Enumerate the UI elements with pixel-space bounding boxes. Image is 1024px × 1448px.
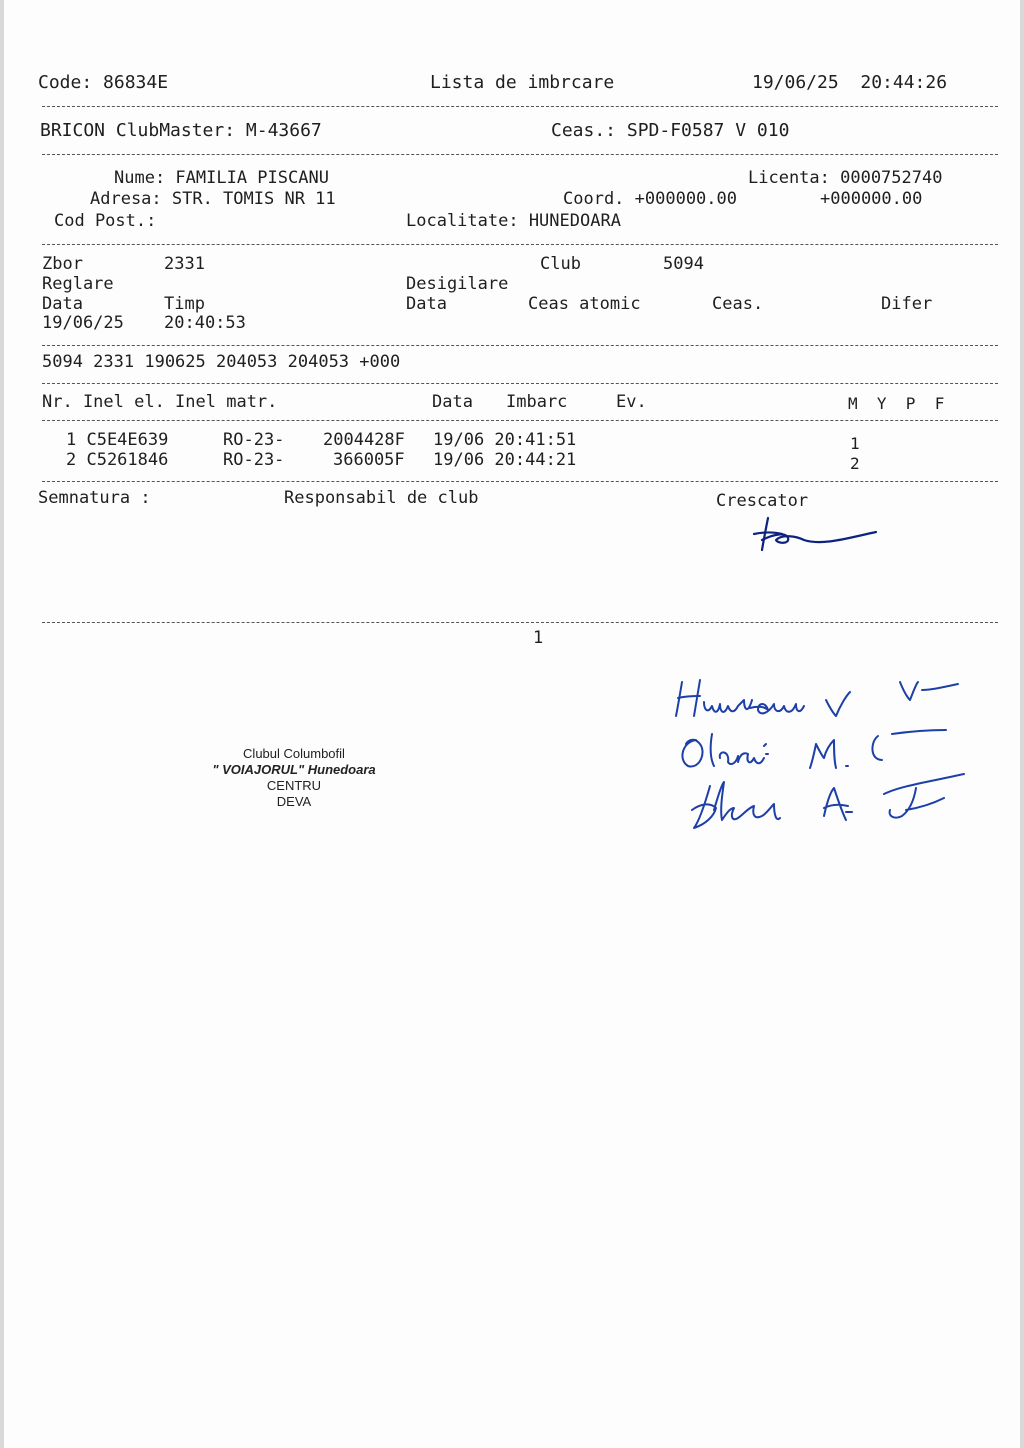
table-header-mypf: M Y P F bbox=[848, 394, 945, 413]
m-value: 2 bbox=[850, 454, 860, 473]
setting-time: 20:40:53 bbox=[164, 313, 246, 333]
club-manager-label: Responsabil de club bbox=[284, 488, 479, 508]
atomic-clock-label: Ceas atomic bbox=[528, 294, 641, 314]
table-header-date: Data bbox=[432, 392, 473, 412]
setting-date: 19/06/25 bbox=[42, 313, 124, 333]
stamp-line: " VOIAJORUL" Hunedoara bbox=[212, 762, 376, 777]
unsealing-date-label: Data bbox=[406, 294, 447, 314]
ring-electronic: 2 C5261846 bbox=[66, 450, 169, 470]
club-stamp bbox=[174, 746, 414, 810]
divider bbox=[42, 383, 998, 384]
handwriting-stroke bbox=[676, 680, 700, 716]
signature-label: Semnatura : bbox=[38, 488, 151, 508]
stamp-line: DEVA bbox=[276, 794, 312, 809]
witness-signatures bbox=[670, 670, 980, 840]
difference-label: Difer bbox=[881, 294, 933, 314]
club-label: Club bbox=[540, 254, 581, 274]
postal-code: Cod Post.: bbox=[54, 211, 157, 231]
basketing-time: 19/06 20:41:51 bbox=[433, 430, 577, 450]
basketing-time: 19/06 20:44:21 bbox=[433, 450, 577, 470]
fancier-name: Nume: FAMILIA PISCANU bbox=[114, 168, 329, 188]
table-header-basketing: Imbarc bbox=[506, 392, 568, 412]
clubmaster-id: BRICON ClubMaster: M-43667 bbox=[40, 120, 322, 141]
divider bbox=[42, 154, 998, 155]
stamp-line: Clubul Columbofil bbox=[243, 746, 345, 761]
ring-electronic: 1 C5E4E639 bbox=[66, 430, 169, 450]
fancier-address: Adresa: STR. TOMIS NR 11 bbox=[90, 189, 336, 209]
handwriting-stroke bbox=[704, 700, 804, 713]
page-number: 1 bbox=[533, 628, 544, 648]
time-label: Timp bbox=[164, 294, 205, 314]
clock-id: Ceas.: SPD-F0587 V 010 bbox=[551, 120, 790, 141]
breeder-label: Crescator bbox=[716, 491, 809, 511]
ring-number: 366005F bbox=[333, 450, 405, 470]
divider bbox=[42, 345, 998, 346]
coordinates-lat: Coord. +000000.00 bbox=[563, 189, 737, 209]
breeder-signature bbox=[752, 512, 892, 556]
ring-number: 2004428F bbox=[323, 430, 405, 450]
m-value: 1 bbox=[850, 434, 860, 453]
handwriting-stroke bbox=[824, 788, 852, 820]
handwriting-stroke bbox=[810, 740, 848, 768]
locality: Localitate: HUNEDOARA bbox=[406, 211, 621, 231]
ring-country: RO-23- bbox=[223, 430, 285, 450]
handwriting-stroke bbox=[682, 740, 702, 767]
divider bbox=[42, 622, 998, 623]
handwriting-stroke bbox=[900, 682, 958, 700]
ring-country: RO-23- bbox=[223, 450, 285, 470]
flight-label: Zbor bbox=[42, 254, 83, 274]
summary-line: 5094 2331 190625 204053 204053 +000 bbox=[42, 352, 401, 372]
divider bbox=[42, 106, 998, 107]
handwriting-stroke bbox=[872, 730, 946, 760]
divider bbox=[42, 244, 998, 245]
table-header-event: Ev. bbox=[616, 392, 647, 412]
date-label: Data bbox=[42, 294, 83, 314]
flight-number: 2331 bbox=[164, 254, 205, 274]
divider bbox=[42, 481, 998, 482]
unsealing-label: Desigilare bbox=[406, 274, 509, 294]
clock-label: Ceas. bbox=[712, 294, 764, 314]
code-label: Code: 86834E bbox=[38, 72, 169, 93]
document-title: Lista de imbrcare bbox=[430, 72, 615, 93]
table-header-rings: Nr. Inel el. Inel matr. bbox=[42, 392, 278, 412]
divider bbox=[42, 420, 998, 421]
handwriting-stroke bbox=[711, 734, 768, 766]
handwriting-stroke bbox=[826, 692, 850, 716]
handwriting-stroke bbox=[692, 782, 780, 828]
handwriting-stroke bbox=[884, 774, 964, 818]
setting-label: Reglare bbox=[42, 274, 114, 294]
document-page bbox=[4, 0, 1020, 1448]
stamp-line: CENTRU bbox=[266, 778, 322, 793]
club-number: 5094 bbox=[663, 254, 704, 274]
coordinates-lon: +000000.00 bbox=[820, 189, 923, 209]
license-number: Licenta: 0000752740 bbox=[748, 168, 943, 188]
print-datetime: 19/06/25 20:44:26 bbox=[752, 72, 948, 93]
